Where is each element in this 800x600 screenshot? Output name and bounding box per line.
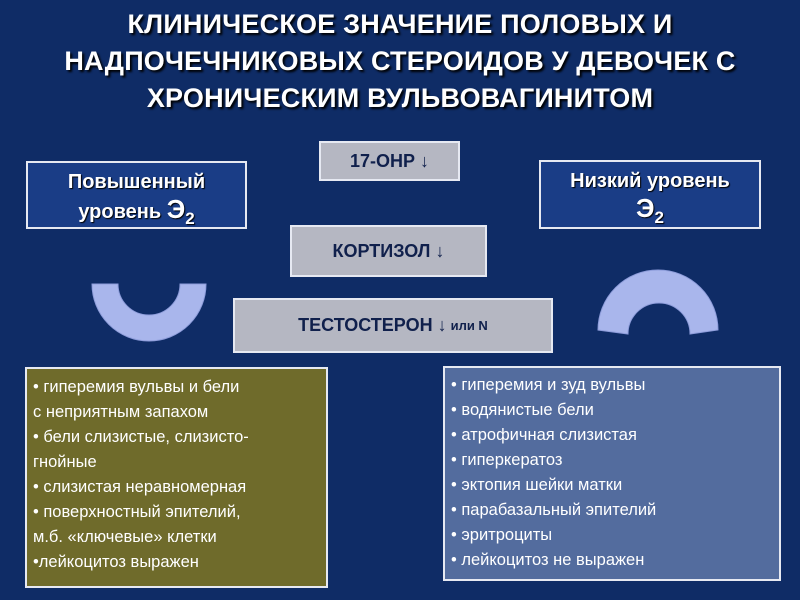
testosterone-suffix: или N <box>450 318 488 333</box>
list-item: • гиперкератоз <box>451 451 563 469</box>
list-item: • слизистая неравномерная <box>33 478 247 496</box>
e2-symbol: Э <box>166 194 186 224</box>
list-item: •лейкоцитоз выражен <box>33 553 199 571</box>
low-e2-symptoms-panel <box>443 366 781 581</box>
e2-subscript: 2 <box>185 209 195 228</box>
list-item: гнойные <box>33 453 97 471</box>
low-e2-box <box>539 160 761 229</box>
right-arc-shape <box>594 238 724 348</box>
ohp-label: 17-ОНР ↓ <box>349 150 430 171</box>
list-item: • поверхностный эпителий, <box>33 503 241 521</box>
elevated-e2-line1: Повышенный <box>67 171 206 193</box>
low-e2-line1: Низкий уровень <box>570 170 730 192</box>
title-line-2: НАДПОЧЕЧНИКОВЫХ СТЕРОИДОВ У ДЕВОЧЕК С <box>64 46 736 76</box>
elevated-e2-line2: уровень $Э_2$ <box>78 194 195 228</box>
ohp-box <box>319 141 460 181</box>
title-line-1: КЛИНИЧЕСКОЕ ЗНАЧЕНИЕ ПОЛОВЫХ И <box>127 9 673 39</box>
e2-symbol: Э <box>636 193 655 223</box>
list-item: • гиперемия вульвы и бели <box>33 378 240 396</box>
list-item: • эритроциты <box>451 526 553 544</box>
testosterone-box <box>233 298 553 353</box>
list-item: • бели слизистые, слизисто- <box>33 428 249 446</box>
list-item: • водянистые бели <box>451 401 594 419</box>
list-item: м.б. «ключевые» клетки <box>33 528 217 546</box>
slide-title <box>0 6 800 117</box>
list-item: • парабазальный эпителий <box>451 501 657 519</box>
list-item: • лейкоцитоз не выражен <box>451 551 645 569</box>
list-item: • гиперемия и зуд вульвы <box>451 376 646 394</box>
cortisol-label: КОРТИЗОЛ ↓ <box>332 240 445 261</box>
low-e2-line2 <box>541 195 759 231</box>
elevated-e2-symptoms-panel <box>25 367 328 588</box>
list-item: • эктопия шейки матки <box>451 476 623 494</box>
cortisol-box <box>290 225 487 277</box>
left-arc-shape <box>84 278 214 368</box>
list-item: • атрофичная слизистая <box>451 426 637 444</box>
list-item: с неприятным запахом <box>33 403 209 421</box>
e2-subscript: 2 <box>654 208 664 227</box>
title-line-3: ХРОНИЧЕСКИМ ВУЛЬВОВАГИНИТОМ <box>146 83 654 113</box>
testosterone-label: ТЕСТОСТЕРОН ↓ <box>298 315 447 335</box>
elevated-e2-box <box>26 161 247 229</box>
